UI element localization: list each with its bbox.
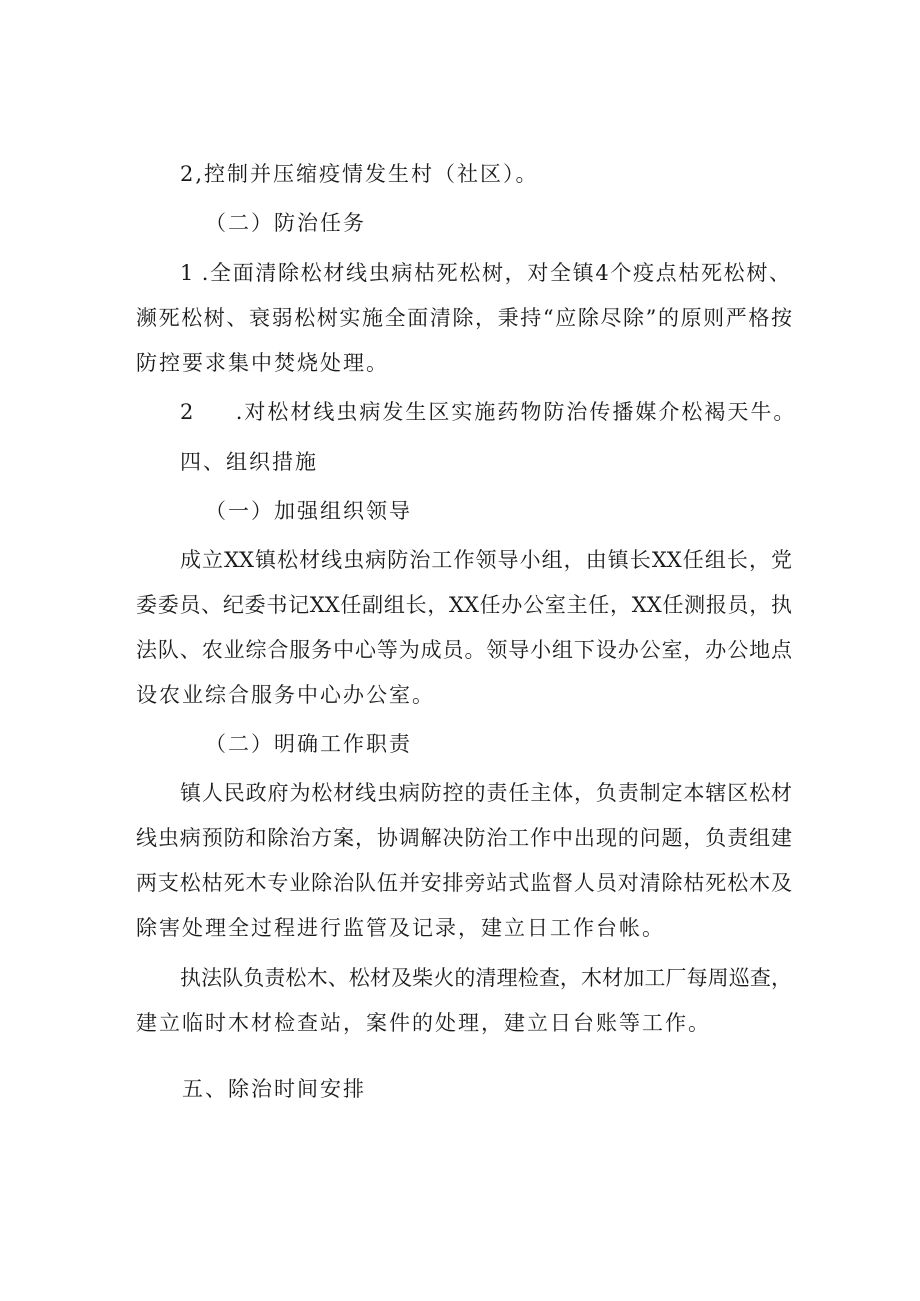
- paragraph-task-2: 2 .对松材线虫病发生区实施药物防治传播媒介松褐天牛。: [180, 400, 797, 424]
- paragraph-responsibilities-line-3: 两支松枯死木专业除治队伍并安排旁站式监督人员对清除枯死松木及: [136, 871, 792, 895]
- heading-organization-measures: 四、组织措施: [180, 450, 318, 474]
- paragraph-leadership-line-3: 法队、农业综合服务中心等为成员。领导小组下设办公室，办公地点: [136, 638, 792, 662]
- subheading-strengthen-leadership: （一）加强组织领导: [205, 499, 412, 523]
- paragraph-responsibilities-line-4: 除害处理全过程进行监管及记录，建立日工作台帐。: [136, 916, 665, 940]
- subheading-prevention-tasks: （二）防治任务: [205, 211, 366, 235]
- subheading-define-responsibilities: （二）明确工作职责: [205, 732, 412, 756]
- paragraph-enforcement-line-1: 执法队负责松木、松材及柴火的清理检查，木材加工厂每周巡查，: [180, 966, 792, 990]
- paragraph-leadership-line-4: 设农业综合服务中心办公室。: [136, 683, 435, 707]
- paragraph-task-1-line-1: 1 .全面清除松材线虫病枯死松树，对全镇4个疫点枯死松树、: [180, 261, 790, 285]
- paragraph-leadership-line-1: 成立XX镇松材线虫病防治工作领导小组，由镇长XX任组长，党: [180, 548, 792, 572]
- paragraph-task-1-line-2: 濒死松树、衰弱松树实施全面清除，秉持“应除尽除”的原则严格按: [136, 306, 792, 330]
- paragraph-responsibilities-line-2: 线虫病预防和除治方案，协调解决防治工作中出现的问题，负责组建: [136, 826, 792, 850]
- heading-treatment-schedule: 五、除治时间安排: [182, 1077, 366, 1101]
- paragraph-leadership-line-2: 委委员、纪委书记XX任副组长，XX任办公室主任，XX任测报员，执: [136, 593, 792, 617]
- paragraph-enforcement-line-2: 建立临时木材检查站，案件的处理，建立日台账等工作。: [136, 1011, 711, 1035]
- paragraph-responsibilities-line-1: 镇人民政府为松材线虫病防控的责任主体，负责制定本辖区松材: [180, 781, 792, 805]
- paragraph-task-1-line-3: 防控要求集中焚烧处理。: [136, 351, 389, 375]
- paragraph-goal-2: 2,控制并压缩疫情发生村（社区）。: [180, 162, 539, 186]
